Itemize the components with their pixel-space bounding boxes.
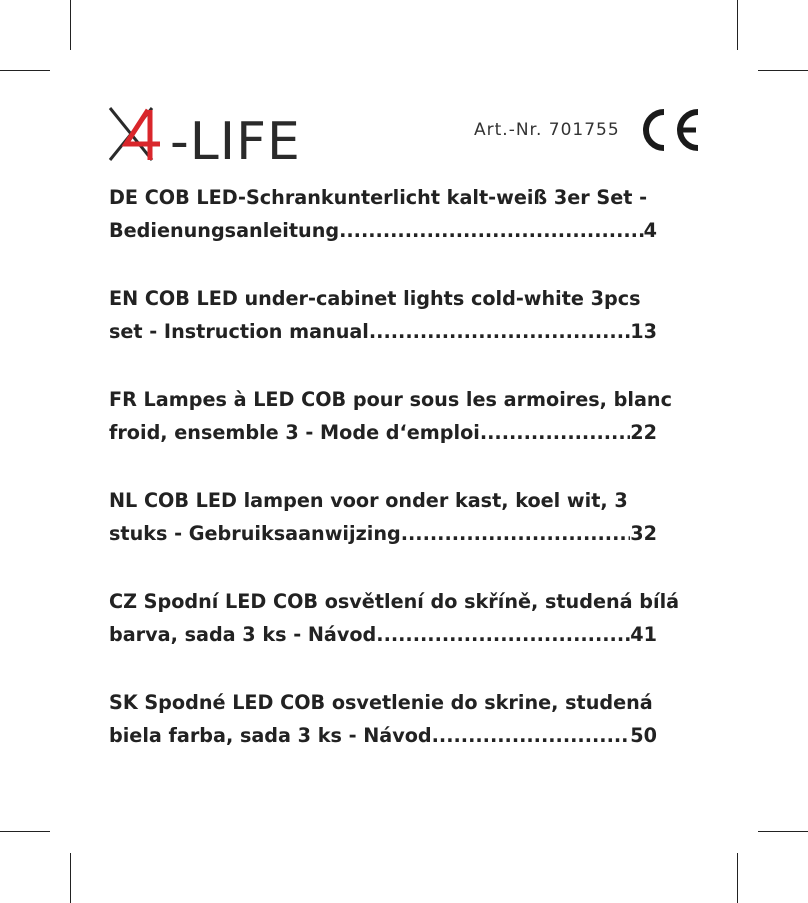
toc-title-line-with-page <box>109 315 657 348</box>
toc-leader-dots <box>339 214 644 247</box>
toc-page-number: 41 <box>630 623 657 646</box>
toc-leader-dots <box>401 517 631 550</box>
svg-text:-LIFE: -LIFE <box>170 112 301 166</box>
toc-page-number: 13 <box>630 320 657 343</box>
toc-title-line: barva, sada 3 ks - Návod <box>109 623 377 646</box>
toc-entry-fr[interactable] <box>109 383 699 484</box>
crop-mark-bottom-right-vertical <box>737 853 738 903</box>
toc-entry-de[interactable] <box>109 181 699 282</box>
toc-title-line: stuks - Gebruiksaanwijzing <box>109 522 401 545</box>
ce-mark-icon <box>634 106 704 154</box>
article-number: Art.-Nr. 701755 <box>474 120 620 140</box>
crop-mark-bottom-left-vertical <box>70 853 71 903</box>
toc-page-number: 4 <box>643 219 657 242</box>
toc-title-line: set - Instruction manual <box>109 320 369 343</box>
toc-title-line-with-page <box>109 517 657 550</box>
toc-title-line-with-page <box>109 416 657 449</box>
toc-title-line: FR Lampes à LED COB pour sous les armoires, blanc <box>109 388 672 411</box>
toc-entry-en[interactable] <box>109 282 699 383</box>
toc-page-number: 50 <box>630 724 657 747</box>
toc-title-line-with-page <box>109 214 657 247</box>
brand-logo <box>108 104 328 166</box>
toc-title-line: CZ Spodní LED COB osvětlení do skříně, studená bílá <box>109 590 680 613</box>
toc-title-line: NL COB LED lampen voor onder kast, koel wit, 3 <box>109 489 628 512</box>
toc-entry-sk[interactable] <box>109 686 699 787</box>
toc-title-line-with-page <box>109 618 657 651</box>
document-header <box>0 0 808 180</box>
toc-entry-cz[interactable] <box>109 585 699 686</box>
toc-leader-dots <box>376 618 630 651</box>
toc-entry-nl[interactable] <box>109 484 699 585</box>
toc-title-line: biela farba, sada 3 ks - Návod <box>109 724 432 747</box>
toc-page-number: 22 <box>630 421 657 444</box>
table-of-contents <box>109 181 699 787</box>
toc-page-number: 32 <box>630 522 657 545</box>
toc-title-line: Bedienungsanleitung <box>109 219 340 242</box>
crop-mark-bottom-left-horizontal <box>0 831 50 832</box>
toc-leader-dots <box>480 416 630 449</box>
toc-title-line: SK Spodné LED COB osvetlenie do skrine, studená <box>109 691 653 714</box>
crop-mark-bottom-right-horizontal <box>758 831 808 832</box>
toc-leader-dots <box>369 315 630 348</box>
toc-title-line: froid, ensemble 3 - Mode d‘emploi <box>109 421 480 444</box>
toc-title-line-with-page <box>109 719 657 752</box>
toc-title-line: EN COB LED under-cabinet lights cold-white 3pcs <box>109 287 641 310</box>
toc-title-line: DE COB LED-Schrankunterlicht kalt-weiß 3er Set - <box>109 186 648 209</box>
toc-leader-dots <box>432 719 631 752</box>
